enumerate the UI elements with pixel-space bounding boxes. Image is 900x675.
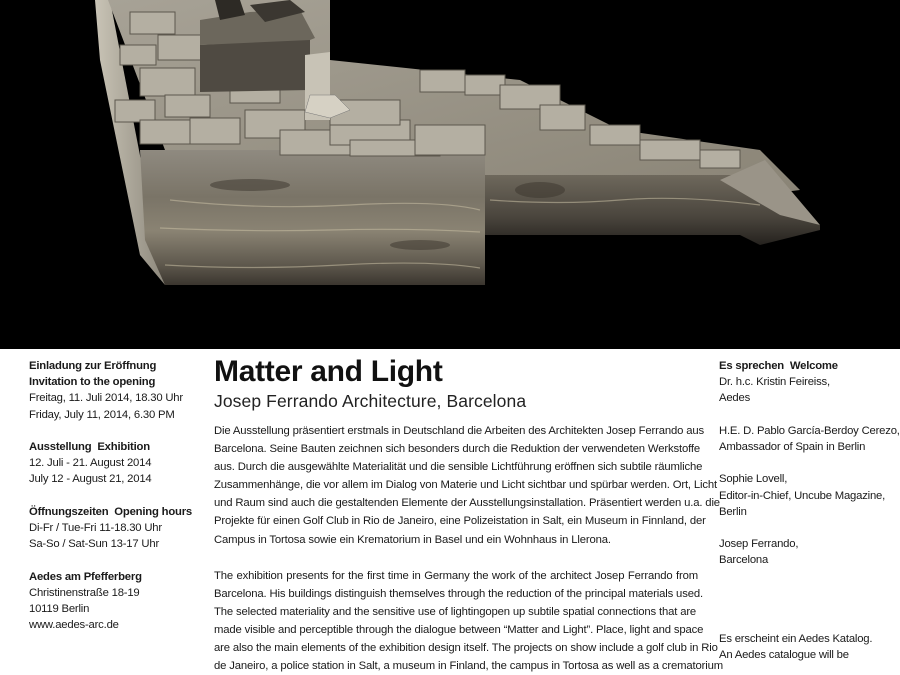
- speakers-heading: Es sprechen Welcome: [719, 360, 838, 372]
- catalogue-note: [719, 631, 900, 663]
- opening-date-en: Friday, July 11, 2014, 6.30 PM: [29, 408, 175, 421]
- speaker-role: Barcelona: [719, 554, 769, 567]
- page-title: Matter and Light: [214, 355, 443, 388]
- description-de-line: Projekte für einen Golf Club in Rio de Janeiro, eine Polizeistation in Salt, ein Museum in Finnland, der: [214, 515, 706, 528]
- speaker-name: Josep Ferrando,: [719, 538, 799, 551]
- description-de-line: aus. Durch die ausgewählte Materialität und die sensible Lichtführung eröffnen sich subtile räumliche: [214, 461, 703, 474]
- hours-weekend: Sa-So / Sat-Sun 13-17 Uhr: [29, 538, 160, 551]
- speaker-item: [719, 536, 900, 568]
- description-en-line: The selected materiality and the sensitive use of lightingopen up subtile spatial connections that are: [214, 605, 697, 618]
- speaker-item: [719, 423, 900, 455]
- speaker-name: Dr. h.c. Kristin Feireiss,: [719, 376, 830, 389]
- venue-city: 10119 Berlin: [29, 603, 90, 615]
- venue-name: Aedes am Pfefferberg: [29, 570, 142, 583]
- catalogue-note-en: An Aedes catalogue will be: [719, 648, 849, 661]
- speaker-item: [719, 374, 900, 406]
- hours-block: [29, 504, 204, 553]
- opening-heading-en: Invitation to the opening: [29, 376, 156, 389]
- main-content-column: [214, 355, 723, 675]
- exhibition-dates-en: July 12 - August 21, 2014: [29, 473, 152, 486]
- description-de: [214, 422, 720, 549]
- speaker-item: [719, 471, 900, 520]
- hours-heading: Öffnungszeiten Opening hours: [29, 505, 193, 518]
- exhibition-dates-de: 12. Juli - 21. August 2014: [29, 457, 152, 470]
- description-de-line: Zusammenhänge, die vor allem im Dialog von Materie und Licht sichtbar und spürbar werden. Ort, Licht: [214, 479, 718, 492]
- venue-street: Christinenstraße 18-19: [29, 586, 140, 599]
- venue-block: [29, 569, 204, 634]
- description-en: [214, 567, 723, 675]
- event-info-column: [29, 358, 204, 650]
- speaker-role: Aedes: [719, 392, 751, 405]
- opening-heading-de: Einladung zur Eröffnung: [29, 360, 157, 372]
- speaker-name: Sophie Lovell,: [719, 473, 788, 486]
- speaker-role: Editor-in-Chief, Uncube Magazine,: [719, 489, 886, 502]
- description-de-line: und Raum sind auch die gestaltenden Elemente der Ausstellungsinstallation. Präsentiert werden u.a. die: [214, 497, 720, 510]
- exhibition-block: [29, 439, 204, 488]
- exhibition-heading: Ausstellung Exhibition: [29, 441, 150, 453]
- description-de-line: Die Ausstellung präsentiert erstmals in Deutschland die Arbeiten des Architekten Josep Ferrando aus: [214, 425, 705, 437]
- catalogue-note-de: Es erscheint ein Aedes Katalog.: [719, 632, 873, 645]
- description-en-line: de Janeiro, a police station in Salt, a museum in Finland, the campus in Tortosa as well as a crematorium: [214, 660, 723, 673]
- speakers-column: [719, 358, 900, 663]
- description-en-line: The exhibition presents for the first time in Germany the work of the architect Josep Ferrando from: [214, 569, 698, 582]
- description-en-line: made visible and perceptible through the dialogue between “Matter and Light”. Place, light and space: [214, 623, 704, 636]
- opening-block: [29, 358, 204, 423]
- opening-date-de: Freitag, 11. Juli 2014, 18.30 Uhr: [29, 392, 183, 405]
- description-en-line: are also the main elements of the exhibition design itself. The projects on show include a golf club in Rio: [214, 642, 718, 655]
- hours-weekdays: Di-Fr / Tue-Fri 11-18.30 Uhr: [29, 522, 162, 534]
- page-subtitle: Josep Ferrando Architecture, Barcelona: [214, 391, 527, 411]
- speaker-role: Ambassador of Spain in Berlin: [719, 441, 866, 453]
- speaker-name: H.E. D. Pablo García-Berdoy Cerezo,: [719, 424, 900, 437]
- speaker-place: Berlin: [719, 505, 747, 518]
- venue-website-link[interactable]: www.aedes-arc.de: [29, 619, 119, 632]
- description-de-line: Campus in Tortosa sowie ein Krematorium in Basel und ein Wohnhaus in Llerona.: [214, 533, 611, 546]
- description-en-line: Barcelona. His buildings distinguish themselves through the reduction of the principal materials used.: [214, 587, 703, 600]
- description-de-line: Barcelona. Seine Bauten zeichnen sich besonders durch die Reduktion der verwendeten Werkstoffe: [214, 443, 700, 456]
